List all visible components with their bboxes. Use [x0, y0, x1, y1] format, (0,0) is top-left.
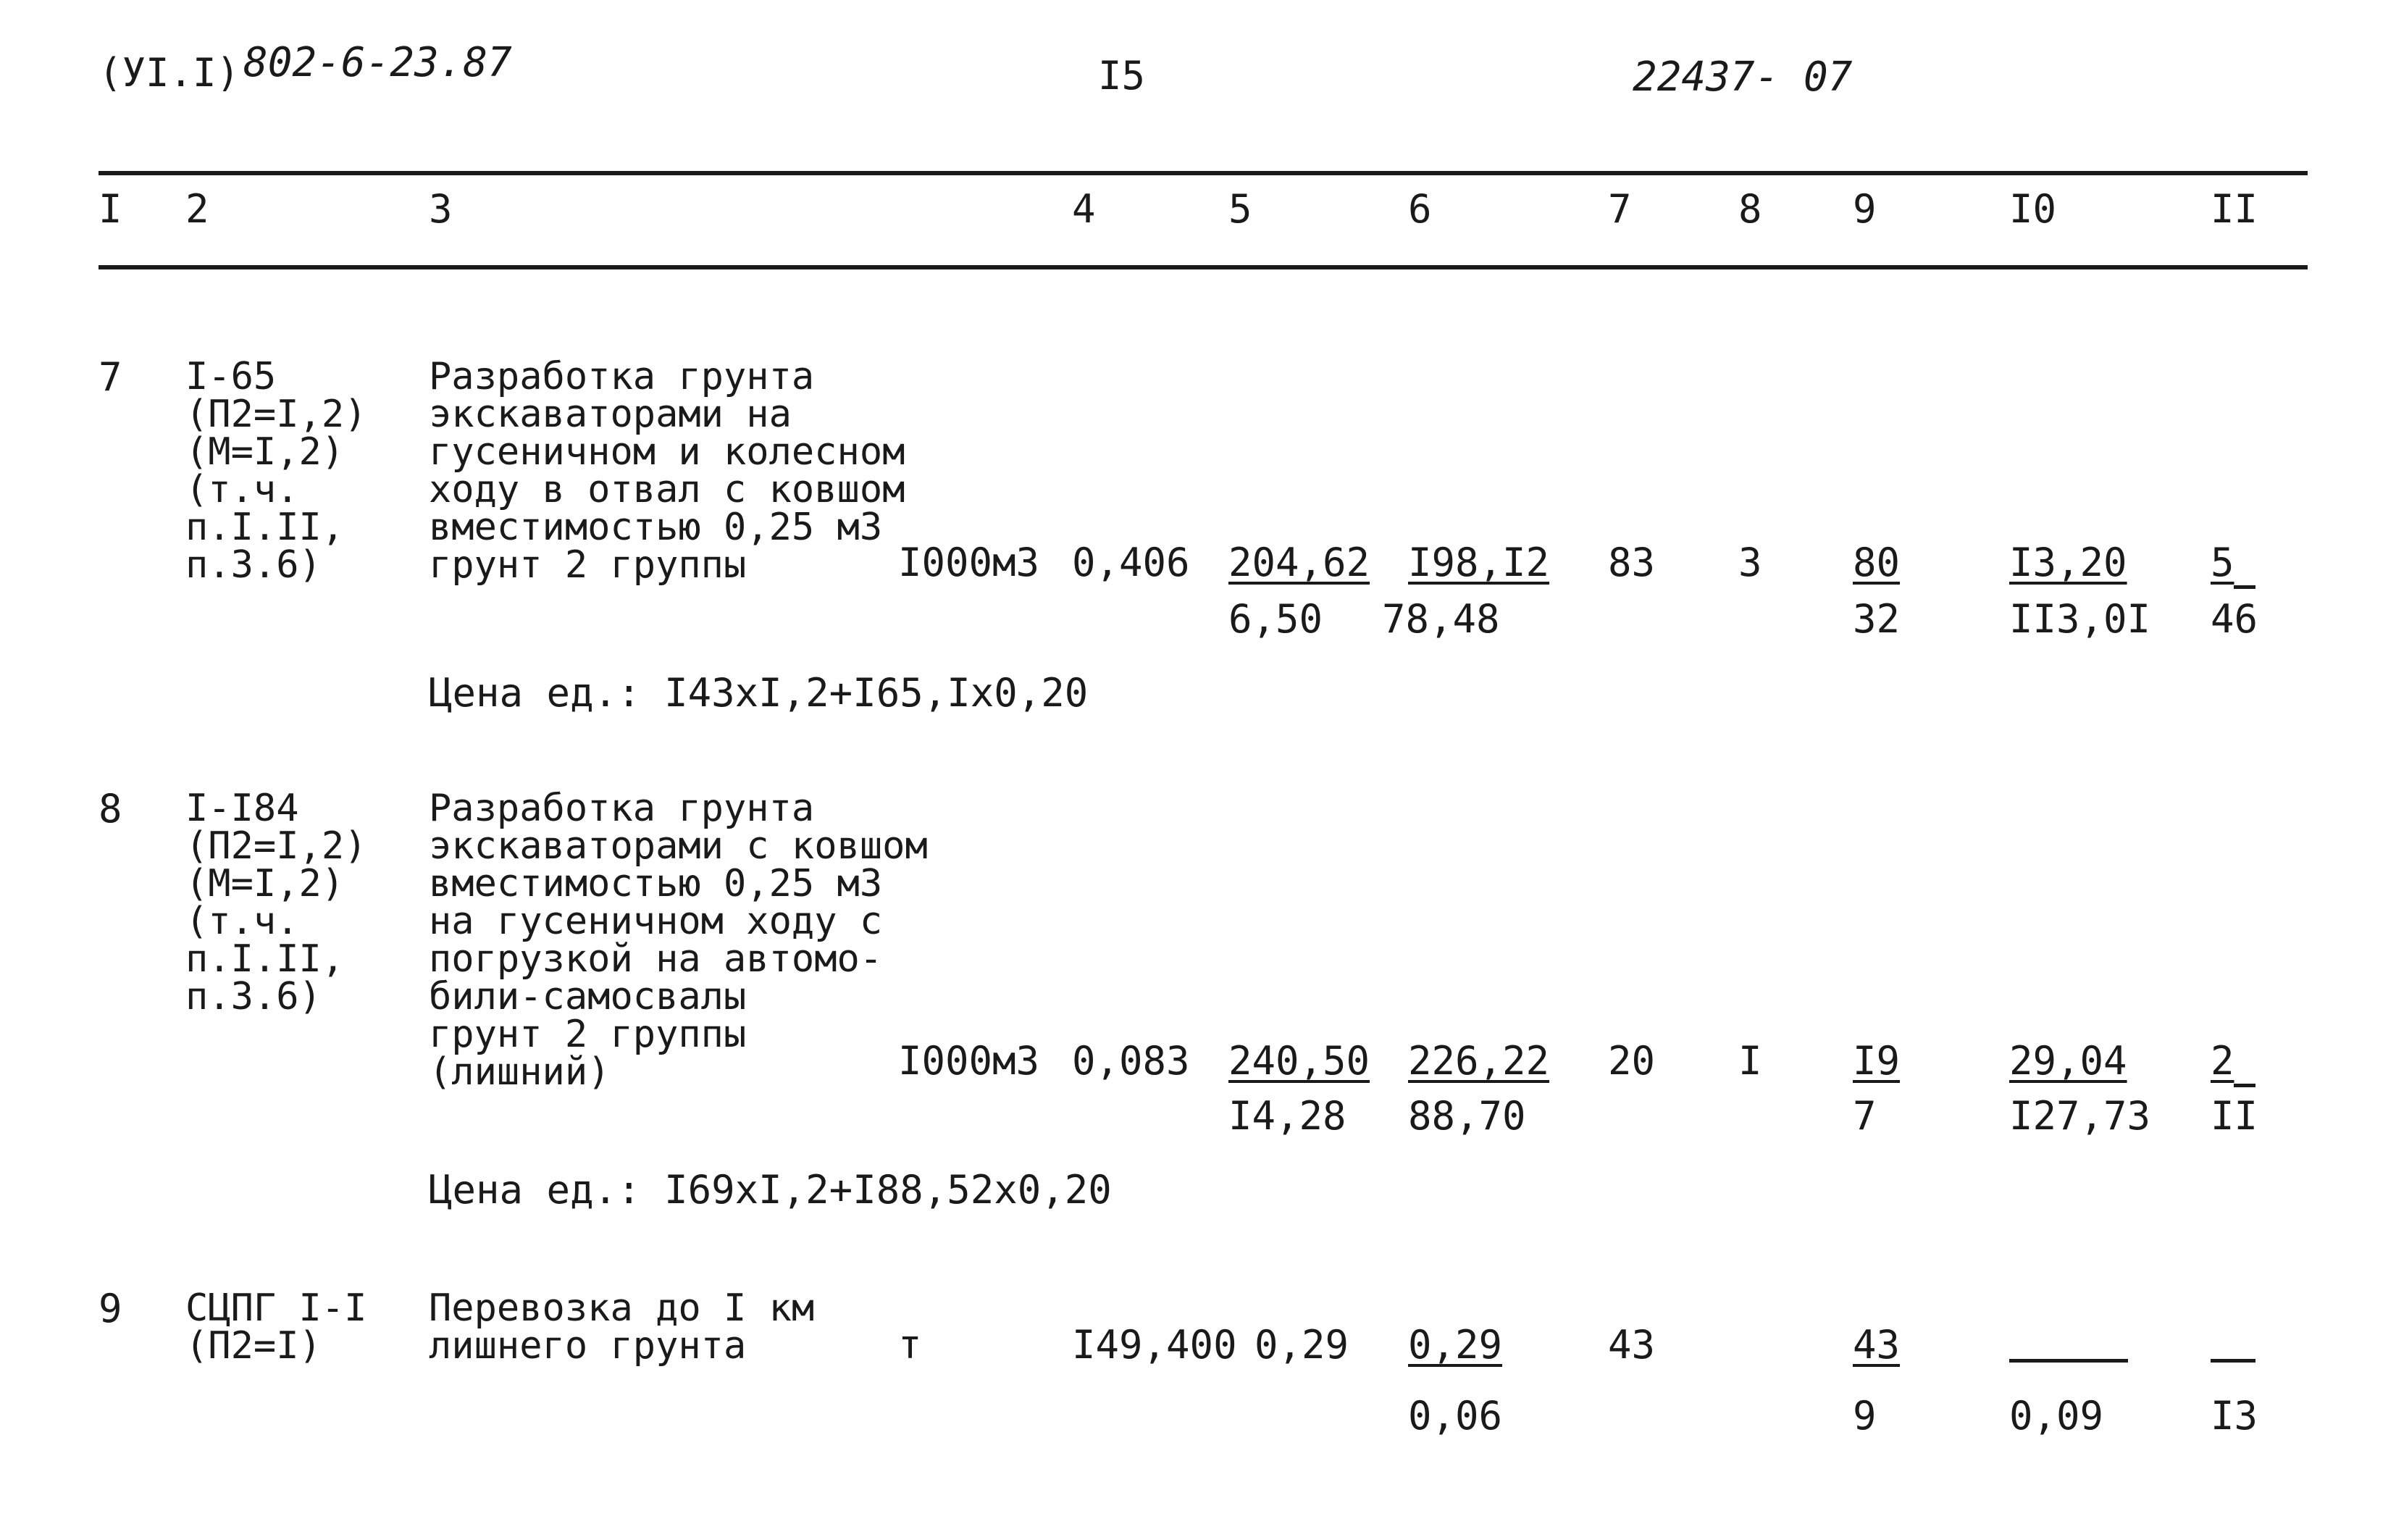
unit-cost-wages: I4,28	[1228, 1093, 1346, 1139]
column-11-bottom: I3	[2211, 1393, 2258, 1439]
column-header: I	[99, 186, 122, 232]
column-10-bottom: I27,73	[2009, 1093, 2151, 1139]
column-9-top: 80	[1853, 540, 1901, 585]
column-10-bottom: 0,09	[2009, 1393, 2104, 1439]
column-9-top: I9	[1853, 1038, 1901, 1084]
column-10-bottom: II3,0I	[2009, 596, 2151, 642]
row-number: 9	[99, 1286, 122, 1331]
column-header: 9	[1853, 186, 1877, 232]
column-9-bottom: 7	[1853, 1093, 1877, 1139]
unit-cost-machine-wages: 88,70	[1408, 1093, 1526, 1139]
unit-cost-machine-wages: 0,06	[1408, 1393, 1503, 1439]
column-header: II	[2211, 186, 2258, 232]
norm-code: I-65 (П2=I,2) (M=I,2) (т.ч. п.I.II, п.3.6)	[185, 355, 367, 587]
work-description: Перевозка до I км лишнего грунта	[429, 1286, 815, 1368]
column-header: 6	[1408, 186, 1432, 232]
unit-cost-machine-wages: 78,48	[1382, 596, 1500, 642]
column-11-bottom: II	[2211, 1093, 2258, 1139]
norm-code: СЦПГ I-I (П2=I)	[185, 1286, 367, 1368]
column-10-top: 29,04	[2009, 1038, 2127, 1084]
unit-price-formula: Цена ед.: I69xI,2+I88,52x0,20	[429, 1167, 1112, 1213]
quantity: 0,083	[1072, 1038, 1190, 1084]
column-11-dash	[2211, 1359, 2255, 1363]
page-number: I5	[1098, 53, 1146, 99]
column-11-top: 5	[2211, 540, 2234, 585]
work-description: Разработка грунта экскаваторами на гусеничном и колесном ходу в отвал с ковшом вместимостью 0,25 м3 грунт 2 группы	[429, 355, 905, 587]
column-header: 5	[1228, 186, 1252, 232]
column-11-top: 2	[2211, 1038, 2234, 1084]
unit-cost-machines: I98,I2	[1408, 540, 1550, 585]
column-9-bottom: 32	[1853, 596, 1901, 642]
unit-cost-total: 204,62	[1228, 540, 1370, 585]
column-9-top: 43	[1853, 1322, 1901, 1368]
column-11-underline	[2234, 585, 2255, 589]
column-10-top: I3,20	[2009, 540, 2127, 585]
column-7-value: 83	[1608, 540, 1656, 585]
work-description: Разработка грунта экскаваторами с ковшом вместимостью 0,25 м3 на гусеничном ходу с погрузкой на автомо- били-самосвалы грунт 2 группы (лишний)	[429, 787, 928, 1094]
row-number: 7	[99, 354, 122, 400]
quantity: 0,406	[1072, 540, 1190, 585]
document-number: 22437- 07	[1633, 54, 1853, 101]
column-11-underline	[2234, 1084, 2255, 1087]
unit-cost-machines: 0,29	[1408, 1322, 1503, 1368]
unit-price-formula: Цена ед.: I43xI,2+I65,Ix0,20	[429, 670, 1089, 716]
unit: I000м3	[898, 540, 1040, 585]
unit-cost-wages: 6,50	[1228, 596, 1323, 642]
unit-cost-total: 240,50	[1228, 1038, 1370, 1084]
quantity: I49,400	[1072, 1322, 1237, 1368]
column-8-value: 3	[1738, 540, 1762, 585]
unit: т	[898, 1322, 922, 1368]
column-header: I0	[2009, 186, 2057, 232]
unit: I000м3	[898, 1038, 1040, 1084]
column-9-bottom: 9	[1853, 1393, 1877, 1439]
unit-cost-machines: 226,22	[1408, 1038, 1550, 1084]
column-header: 3	[429, 186, 453, 232]
top-rule	[99, 171, 2308, 175]
left-reference: (УI.I)	[99, 50, 240, 96]
column-header: 2	[185, 186, 209, 232]
column-header: 7	[1608, 186, 1632, 232]
column-8-value: I	[1738, 1038, 1762, 1084]
project-code: 802-6-23.87	[243, 39, 512, 86]
unit-cost-total: 0,29	[1254, 1322, 1349, 1368]
column-7-value: 43	[1608, 1322, 1656, 1368]
row-number: 8	[99, 786, 122, 832]
header-bottom-rule	[99, 265, 2308, 269]
column-header: 8	[1738, 186, 1762, 232]
column-7-value: 20	[1608, 1038, 1656, 1084]
norm-code: I-I84 (П2=I,2) (M=I,2) (т.ч. п.I.II, п.3.6)	[185, 787, 367, 1018]
column-10-dash	[2009, 1359, 2128, 1363]
column-11-bottom: 46	[2211, 596, 2258, 642]
column-header: 4	[1072, 186, 1096, 232]
